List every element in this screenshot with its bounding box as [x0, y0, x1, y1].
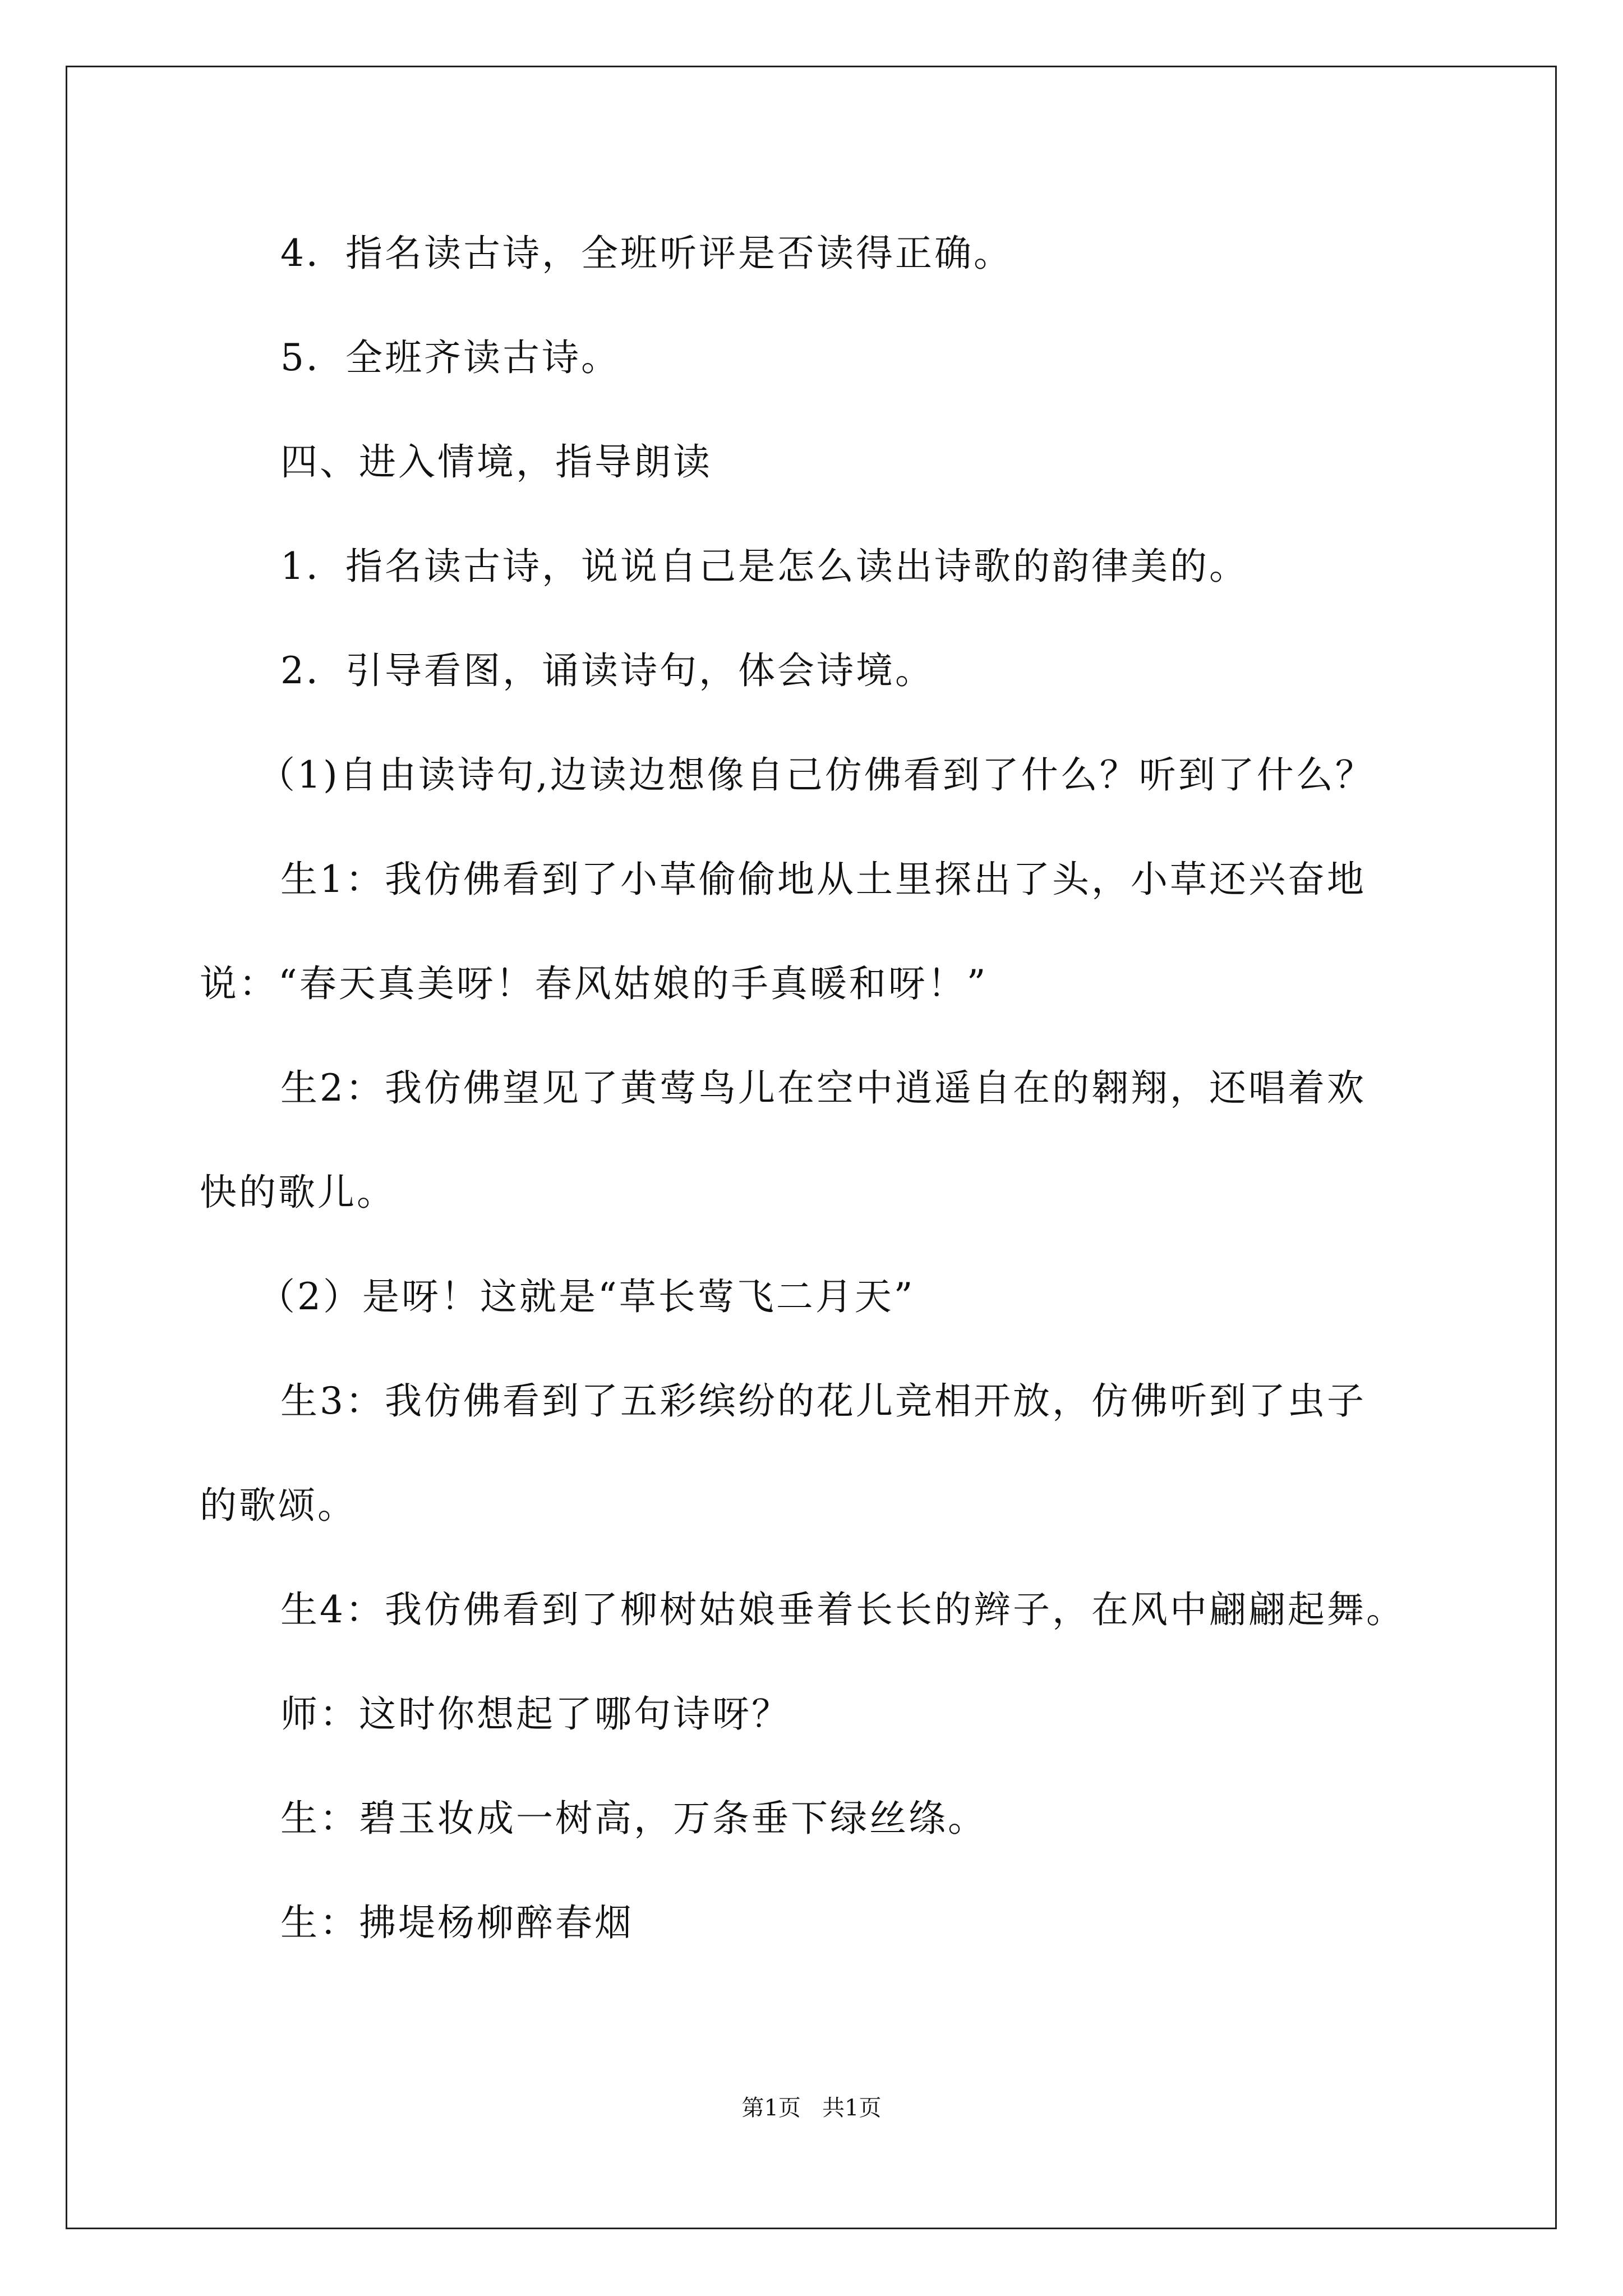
paragraph-10: 生4：我仿佛看到了柳树姑娘垂着长长的辫子，在风中翩翩起舞。	[280, 1588, 1405, 1631]
paragraph-12: 生：碧玉妆成一树高，万条垂下绿丝绦。	[280, 1797, 987, 1840]
paragraph-4: 2．引导看图，诵读诗句，体会诗境。	[280, 649, 934, 692]
paragraph-7: 生2：我仿佛望见了黄莺鸟儿在空中逍遥自在的翱翔，还唱着欢	[280, 1066, 1366, 1110]
paragraph-7-cont: 快的歌儿。	[200, 1171, 396, 1214]
paragraph-6-cont: 说：“春天真美呀！春风姑娘的手真暖和呀！”	[200, 962, 988, 1005]
paragraph-11: 师：这时你想起了哪句诗呀？	[280, 1692, 791, 1736]
section-heading: 四、进入情境，指导朗读	[280, 440, 712, 484]
page-footer: 第1页 共1页	[741, 2095, 882, 2121]
paragraph-8: （2）是呀！这就是“草长莺飞二月天”	[258, 1275, 915, 1318]
paragraph-5: （1)自由读诗句,边读边想像自己仿佛看到了什么？听到了什么？	[258, 753, 1375, 797]
paragraph-2: 5．全班齐读古诗。	[280, 336, 620, 379]
paragraph-1: 4．指名读古诗，全班听评是否读得正确。	[280, 232, 1013, 275]
paragraph-13: 生：拂堤杨柳醉春烟	[280, 1901, 634, 1944]
paragraph-3: 1．指名读古诗，说说自己是怎么读出诗歌的韵律美的。	[280, 545, 1248, 588]
paragraph-9: 生3：我仿佛看到了五彩缤纷的花儿竞相开放，仿佛听到了虫子	[280, 1379, 1366, 1423]
paragraph-9-cont: 的歌颂。	[200, 1484, 357, 1527]
paragraph-6: 生1：我仿佛看到了小草偷偷地从土里探出了头，小草还兴奋地	[280, 858, 1366, 901]
